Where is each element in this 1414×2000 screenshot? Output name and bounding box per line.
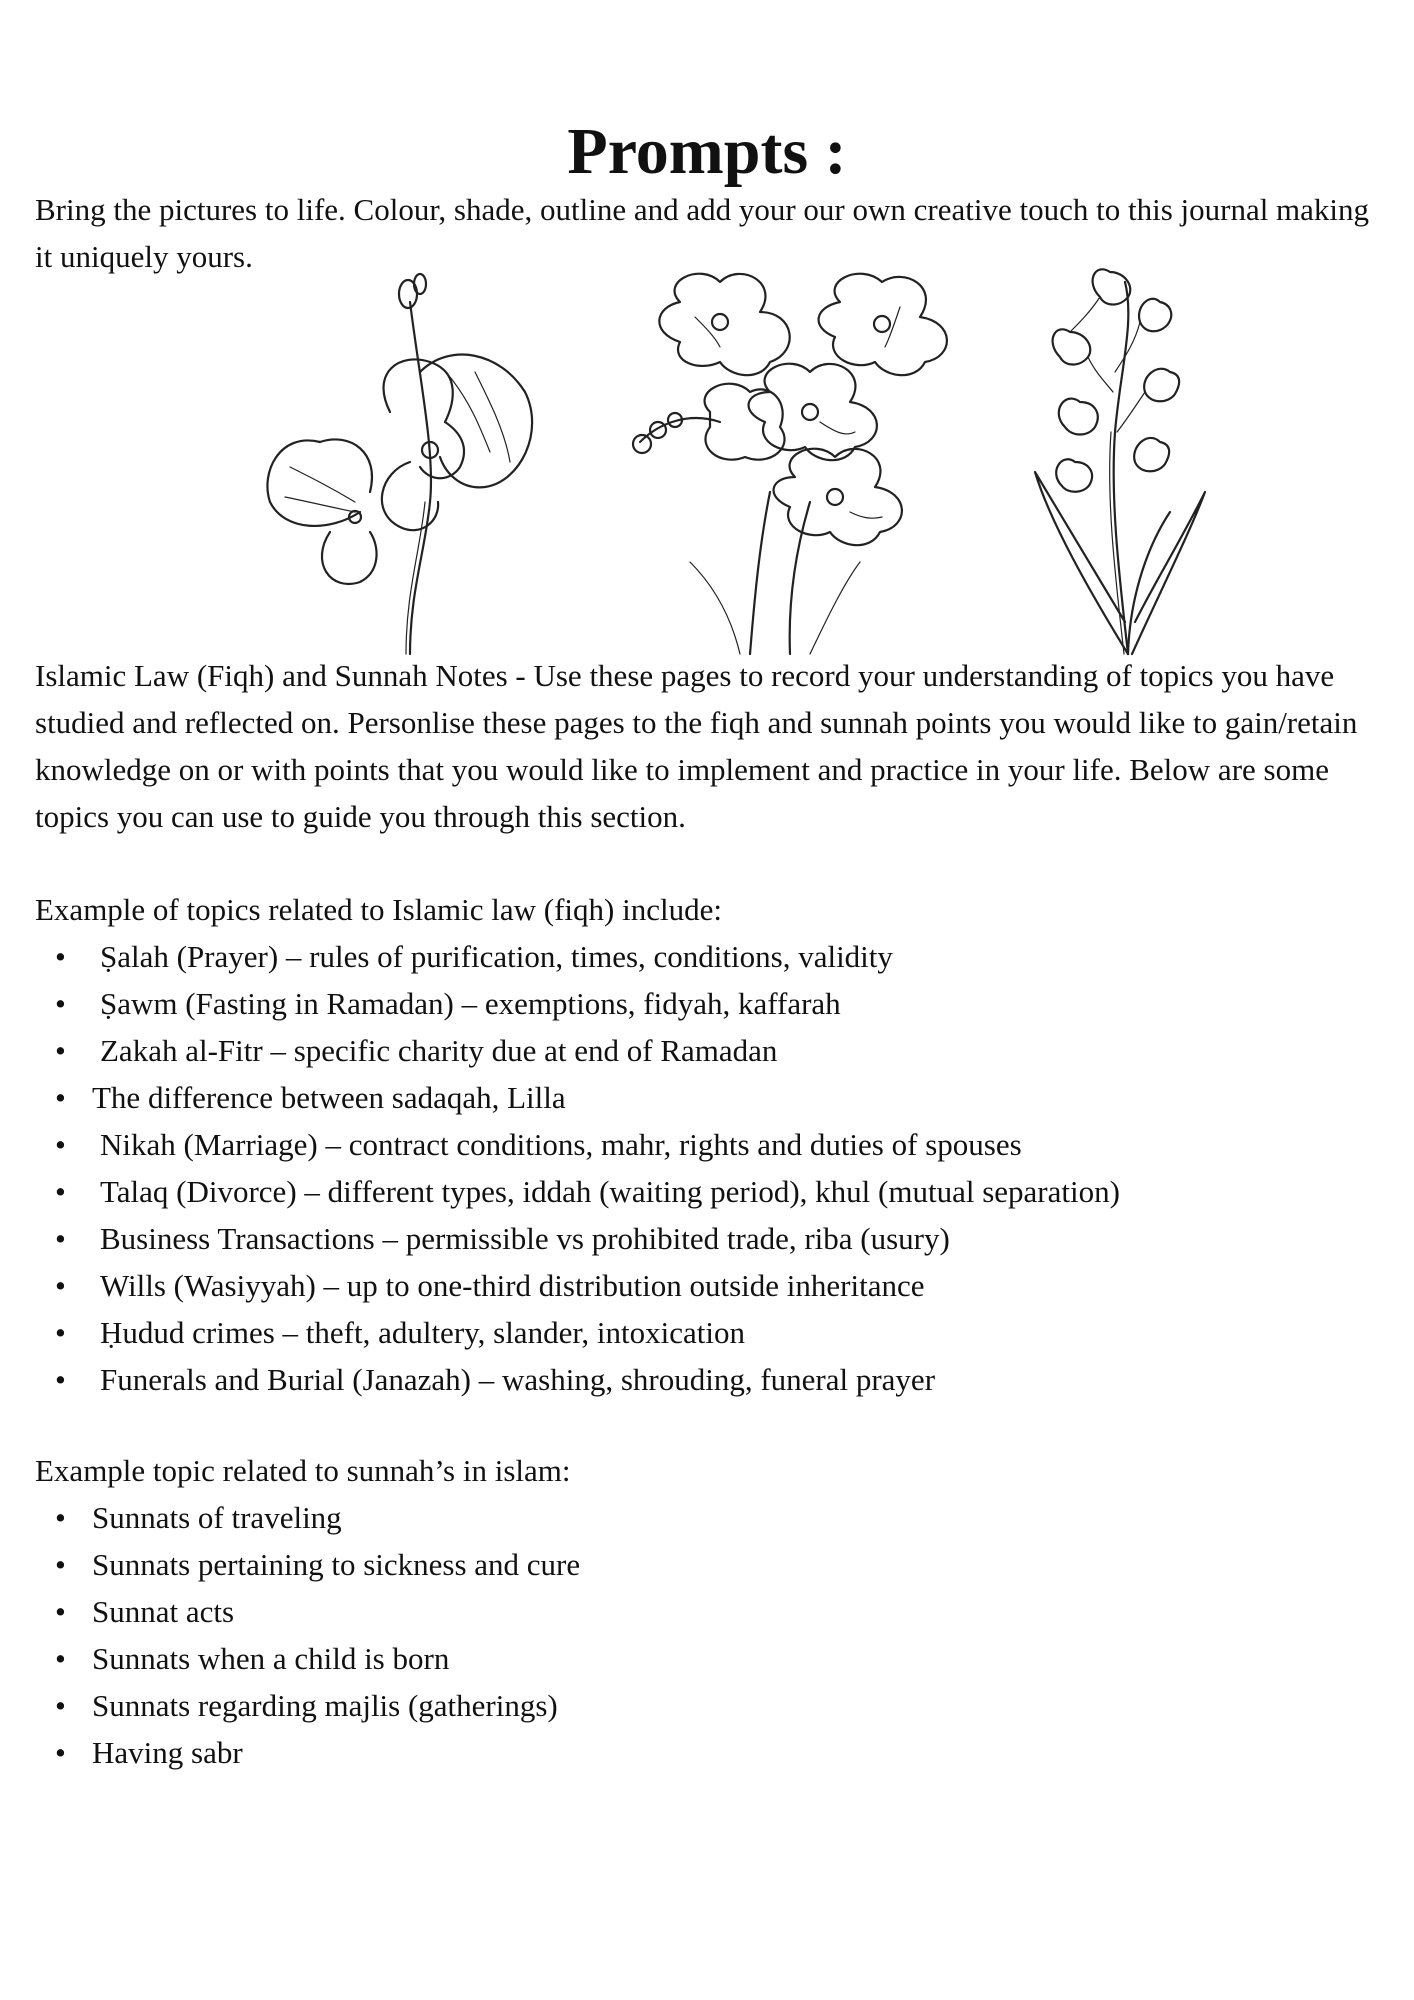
list-item: • Sunnat acts bbox=[55, 1594, 235, 1629]
list-item: • Having sabr bbox=[55, 1735, 243, 1770]
fiqh-topics-heading: Example of topics related to Islamic law (fiqh) include: bbox=[35, 892, 722, 927]
list-item: • Sunnats when a child is born bbox=[55, 1641, 450, 1676]
page-title: Prompts : bbox=[567, 115, 847, 188]
list-item: • The difference between sadaqah, Lilla bbox=[55, 1080, 566, 1115]
fiqh-notes-paragraph: Islamic Law (Fiqh) and Sunnah Notes - Use these pages to record your understanding of topics you have studied and reflected on. Personlise these pages to the fiqh and sunnah points you would like to gain/retain knowledge on or with points that you would like to implement and practice in your life. Below are some topics you can use to guide you through this section. bbox=[35, 658, 1358, 834]
list-item: • Funerals and Burial (Janazah) – washing, shrouding, funeral prayer bbox=[55, 1362, 936, 1397]
bellflower-icon bbox=[1010, 262, 1260, 654]
list-item: • Business Transactions – permissible vs prohibited trade, riba (usury) bbox=[55, 1221, 950, 1256]
list-item: • Sunnats of traveling bbox=[55, 1500, 342, 1535]
list-item: • Talaq (Divorce) – different types, iddah (waiting period), khul (mutual separation) bbox=[55, 1174, 1120, 1209]
sunnah-topics-list bbox=[35, 1494, 1385, 1776]
list-item: • Ṣalah (Prayer) – rules of purification, times, conditions, validity bbox=[55, 939, 893, 974]
fiqh-topics-list bbox=[35, 933, 1385, 1403]
orchid-sprig-icon bbox=[260, 262, 540, 654]
list-item: • Sunnats regarding majlis (gatherings) bbox=[55, 1688, 558, 1723]
flower-illustrations bbox=[260, 262, 1260, 654]
list-item: • Zakah al-Fitr – specific charity due at end of Ramadan bbox=[55, 1033, 778, 1068]
list-item: • Ḥudud crimes – theft, adultery, slander, intoxication bbox=[55, 1315, 745, 1350]
list-item: • Sunnats pertaining to sickness and cure bbox=[55, 1547, 581, 1582]
list-item: • Ṣawm (Fasting in Ramadan) – exemptions, fidyah, kaffarah bbox=[55, 986, 841, 1021]
list-item: • Wills (Wasiyyah) – up to one-third distribution outside inheritance bbox=[55, 1268, 925, 1303]
orchid-bouquet-icon bbox=[620, 262, 970, 654]
sunnah-topics-heading: Example topic related to sunnah’s in islam: bbox=[35, 1453, 571, 1488]
list-item: • Nikah (Marriage) – contract conditions, mahr, rights and duties of spouses bbox=[55, 1127, 1022, 1162]
intro-paragraph: Bring the pictures to life. Colour, shade, outline and add your our own creative touch to this journal making it uniquely yours. bbox=[35, 192, 1370, 274]
